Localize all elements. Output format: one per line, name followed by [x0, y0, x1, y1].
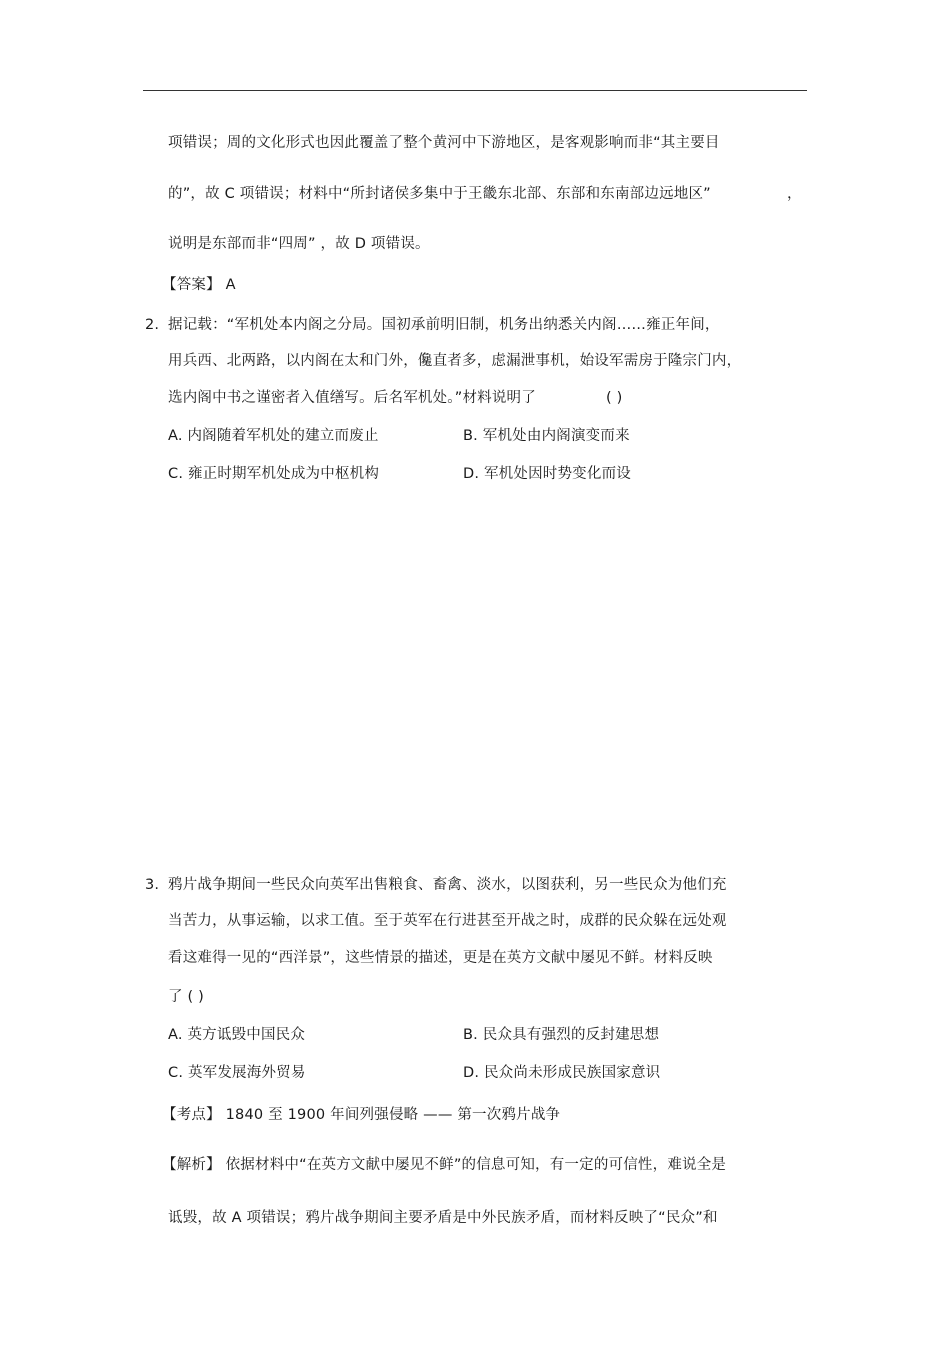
- q3-stem-line-2: 当苦力，从事运输，以求工值。至于英军在行进甚至开战之时，成群的民众躲在远处观: [168, 913, 727, 929]
- q3-option-b: B. 民众具有强烈的反封建思想: [463, 1027, 660, 1043]
- q2-option-b: B. 军机处由内阁演变而来: [463, 428, 630, 444]
- q3-option-a: A. 英方诋毁中国民众: [168, 1027, 306, 1043]
- q1-answer: 【答案】 A: [162, 277, 236, 293]
- q3-stem-line-1: 鸦片战争期间一些民众向英军出售粮食、畜禽、淡水，以图获利，另一些民众为他们充: [168, 877, 727, 893]
- q3-stem-line-3: 看这难得一见的“西洋景”，这些情景的描述，更是在英方文献中屡见不鲜。材料反映: [168, 950, 713, 966]
- q3-option-c: C. 英军发展海外贸易: [168, 1065, 306, 1081]
- q2-option-d: D. 军机处因时势变化而设: [463, 466, 631, 482]
- q3-analysis-line-2: 诋毁，故 A 项错误；鸦片战争期间主要矛盾是中外民族矛盾，而材料反映了“民众”和: [168, 1210, 718, 1226]
- q1-analysis-line-3: 说明是东部而非“四周” ，故 D 项错误。: [168, 236, 430, 252]
- q3-kaodian: 【考点】 1840 至 1900 年间列强侵略 —— 第一次鸦片战争: [162, 1107, 561, 1123]
- q3-stem-line-4: 了 ( ): [168, 989, 205, 1005]
- q3-analysis-line-1: 【解析】 依据材料中“在英方文献中屡见不鲜”的信息可知，有一定的可信性，难说全是: [162, 1157, 727, 1173]
- q1-analysis-line-2-comma: ，: [787, 186, 802, 202]
- q2-stem-line-1: 据记载：“军机处本内阁之分局。国初承前明旧制，机务出纳悉关内阁……雍正年间，: [168, 317, 720, 333]
- q2-answer-bracket: ( ): [606, 390, 623, 406]
- q1-analysis-line-2: 的”，故 C 项错误；材料中“所封诸侯多集中于王畿东北部、东部和东南部边远地区”: [168, 186, 711, 202]
- header-rule: [143, 90, 807, 91]
- q3-number: 3.: [145, 877, 160, 893]
- q3-option-d: D. 民众尚未形成民族国家意识: [463, 1065, 661, 1081]
- q2-stem-line-2: 用兵西、北两路，以内阁在太和门外，儳直者多，虑漏泄事机，始设军需房于隆宗门内，: [168, 353, 742, 369]
- q2-stem-line-3: 选内阁中书之谨密者入值缮写。后名军机处。”材料说明了: [168, 390, 536, 406]
- q1-analysis-line-1: 项错误；周的文化形式也因此覆盖了整个黄河中下游地区，是客观影响而非“其主要目: [168, 135, 720, 151]
- q2-number: 2.: [145, 317, 160, 333]
- q2-option-a: A. 内阁随着军机处的建立而废止: [168, 428, 379, 444]
- q2-option-c: C. 雍正时期军机处成为中枢机构: [168, 466, 380, 482]
